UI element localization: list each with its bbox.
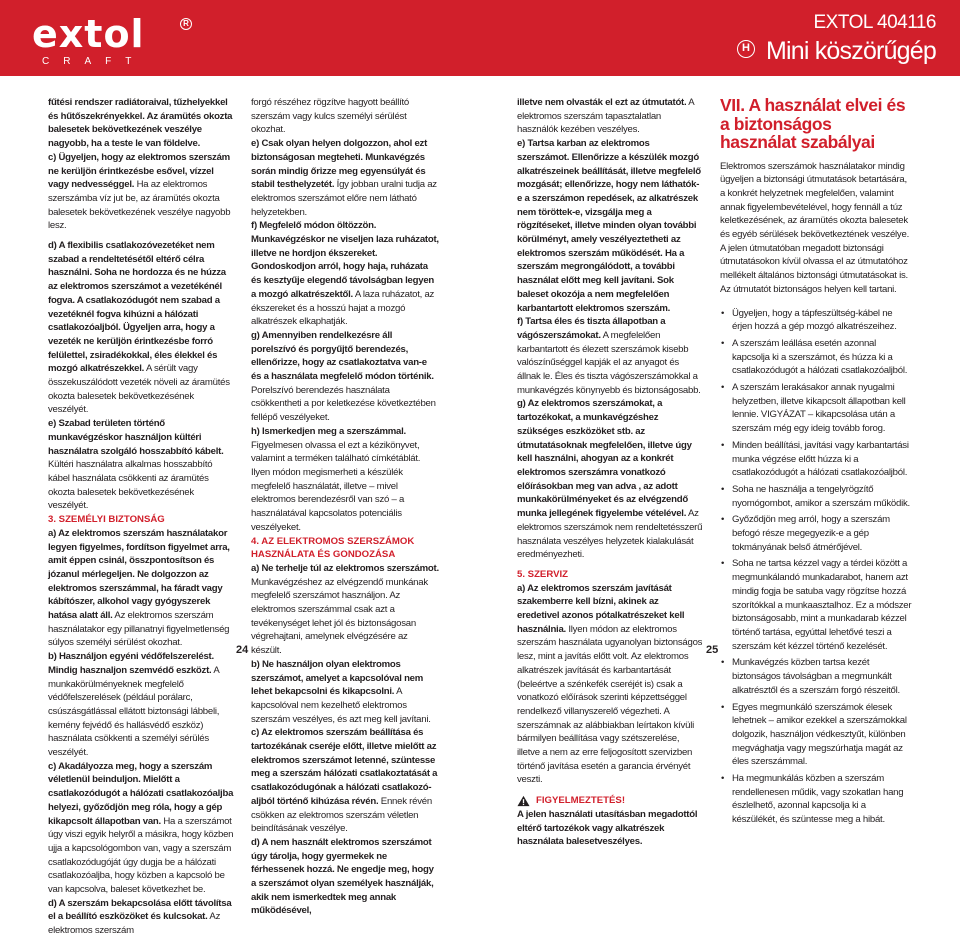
column-3 [517, 96, 703, 849]
text: a) Az elektromos szerszám javítását szakemberre kell bízni, akinek az eredetivel azonos pótalkatrészeket kell használnia. [517, 582, 685, 635]
column-4 [720, 96, 912, 830]
paragraph [251, 658, 439, 727]
text: e) Szabad területen történő munkavégzéskor használjon kültéri használatra szolgáló hosszabbító kábelt. [48, 418, 224, 457]
text: f) Megfelelő módon öltözzön. Munkavégzéskor ne viseljen laza ruházatot, illetve ne hordjon ékszereket. Gondoskodjon arról, hogy haja, ruházata és kesztyűje elegendő távolságban legyen a mozgó alkatrészektől. [251, 220, 439, 300]
text: A laza ruházatot, az ékszereket és a hosszú hajat a mozgó alkatrészek elkaphatják. [251, 288, 435, 328]
text: Ellenőrizze a készülék mozgó alkatrészeinek beállítását, illetve megfelelő mozgását; ellenőrizze, hogy nem láthatók-e a szerszámon repedések, az alkatrészek nem töröttek-e, vizsgálja meg a rögzítéseket, illetve minden olyan további körülményt, amely veszélyeztetheti az elektromos szerszám működését. Ha a szerszám megrongálódott, a további használat előtt meg kell javítani. Sok baleset okozója a nem megfelelően karbantartott elektromos szerszám. [517, 151, 701, 314]
text: f) Tartsa éles és tiszta állapotban a vágószerszámokat. [517, 316, 666, 341]
text: fűtési rendszer radiátoraival, tűzhelyekkel és hűtőszekrényekkel. Az áramütés okozta balesetek bekövetkezének veszélye nagyobb, ha a teste le van földelve. [48, 97, 233, 150]
text: Ilyen módon az elektromos szerszám használata ugyanolyan biztonságos lesz, mint a javítás előtt volt. Az elektromos alkatrészek javítását és karbantartását (beleértve a szénkefék cseréjét is) csak a vonatkozó előírások szerinti képzettséggel rendelkező villanyszerelő végezheti. A szerszámnak az alábbiakban leírtakon kívüli bármilyen beállítása vagy szétszerelése, illetve a nem az erre feljogosított szervizben történő javítása esetén a garancia érvényét veszti. [517, 623, 703, 786]
paragraph [48, 417, 234, 513]
text: Az elektromos szerszám használatakor egy pillanatnyi figyelmetlenség súlyos személyi sérülést okozhat. [48, 610, 230, 649]
list-item: • A szerszám leállása esetén azonnal kapcsolja ki a szerszámot, és húzza ki a csatlakozódugót a hálózati csatlakozóaljból. [720, 337, 912, 378]
warning-label: FIGYELMEZTETÉS! [536, 795, 626, 807]
text: c) Akadályozza meg, hogy a szerszám véletlenül beinduljon. Mielőtt a csatlakozódugót a hálózati csatlakozóaljba helyezi, győződjön meg róla, hogy a gép kikapcsolt állapotban van. [48, 760, 234, 827]
paragraph [48, 527, 234, 650]
paragraph [251, 137, 439, 219]
safety-list [720, 307, 912, 827]
text: g) Amennyiben rendelkezésre áll porelszívó és porgyűjtő berendezés, ellenőrizze, hogy az csatlakoztatva van-e és a használata megfelelő módon történik. [251, 329, 434, 383]
text: b) Használjon egyéni védőfelszerelést. Mindig hasznaljon szemvédő eszközt. [48, 651, 214, 676]
text: A megfelelően karbantartott és élezett szerszámok kisebb valószínűséggel kapják el az anyagot és állnak le. Éles és tiszta vágószerszámokkal a munkavégzés könynyebb és biztonságosabb. [517, 329, 701, 396]
list-item: • Minden beállítási, javítási vagy karbantartási munka végzése előtt húzza ki a csatlakozódugót a hálózati csatlakozóaljból. [720, 439, 912, 480]
language-badge: H [737, 40, 755, 58]
list-item: • Ha megmunkálás közben a szerszám rendellenesen műdik, vagy szokatlan hang észlelhető, azonnal kapcsolja ki a készülékét, és szüntesse meg a hibát. [720, 772, 912, 827]
text: illetve nem olvasták el ezt az útmutatót. [517, 97, 687, 108]
paragraph [517, 397, 703, 561]
list-item: • Soha ne tartsa kézzel vagy a térdei között a megmunkálandó munkadarabot, hanem azt mindig fogja be satuba vagy rögzítse hozzá szorítókkal a munkaasztalhoz. Ez a módszer biztonságosabb, mint a munkadarab kézzel történő tartása, egyúttal lehetővé teszi a szerszám két kézzel történő kezelését. [720, 557, 912, 653]
list-item: • A szerszám lerakásakor annak nyugalmi helyzetben, illetve kikapcsolt állapotban kell lennie. VIGYÁZAT – kikapcsolása után a szerszám még egy ideig tovább forog. [720, 381, 912, 436]
text: e) Tartsa karban az elektromos szerszámot. [517, 138, 650, 163]
paragraph [517, 137, 703, 315]
text: Figyelmesen olvassa el ezt a kézikönyvet, valamint a terméken található címkétáblát. Ilyen módon megismerheti a készülék megfelelő használatát, illetve – mivel elektromos berendezésről van szó – a használatával kapcsolatos potenciális veszélyeket. [251, 439, 421, 533]
text: Ennek révén csökken az elektromos szerszám véletlen beindításának veszélye. [251, 795, 432, 835]
paragraph [48, 897, 234, 938]
text: Kültéri használatra alkalmas hosszabbító kábel használata csökkenti az áramütés okozta balesetek bekövetkezésének veszélyét. [48, 459, 213, 512]
warning-heading [517, 794, 703, 808]
text: A munkakörülményeknek megfelelő védőfelszerelések (például porálarc, csúszásgátlással ellátott biztonsági lábbeli, kemény fejvédő és hallásvédő eszköz) használata csökkenti a személyi sérülés veszélyét. [48, 664, 220, 759]
paragraph [251, 329, 439, 425]
page-number-left: 24 [236, 644, 249, 656]
section-heading: 3. SZEMÉLYI BIZTONSÁG [48, 514, 165, 526]
paragraph: d) A nem használt elektromos szerszámot úgy tárolja, hogy gyermekek ne férhessenek hozzá. Ne engedje meg, hogy a szerszámot olyan személyek használják, akik nem ismerkedtek meg annak működésével, [251, 836, 434, 917]
paragraph: A jelen használati utasításban megadottól eltérő tartozékok vagy alkatrészek használata balesetveszélyes. [517, 808, 698, 848]
text: g) Az elektromos szerszámokat, a tartozékokat, a munkavégzéshez szükséges eszközöket stb. az útmutatásoknak megfelelően, illetve úgy kell használni, ahogyan az a konkrét elektromos szerszámra vonatkozó előírásokban meg van adva , az adott munkakörülményeket és az elvégzendő munka jellegének figyelembe vételével. [517, 398, 692, 520]
paragraph [517, 96, 703, 137]
paragraph [48, 151, 234, 233]
model-number: EXTOL 404116 [813, 12, 936, 33]
text: Ha a szerszámot úgy viszi egyik helyről a másikra, hogy közben ujja a kapcsológombon van, vagy a szerszám csatlakozódugóját úgy dugja be a hálózati csatlakozóaljba, hogy közben a kapcsoló be van kapcsolva, baleset következhet be. [48, 815, 234, 896]
paragraph [48, 96, 234, 151]
text: a) Ne terhelje túl az elektromos szerszámot. [251, 562, 439, 574]
text: e) Csak olyan helyen dolgozzon, ahol ezt biztonságosan megteheti. Munkavégzés során mindig őrizze meg egyensúlyát és stabil testhelyzetét. [251, 138, 428, 191]
text: Az elektromos szerszám [48, 911, 221, 937]
chapter-title: VII. A használat elvei és a biztonságos használat szabályai [720, 95, 906, 152]
paragraph [251, 562, 439, 658]
text: A sérült vagy összekuszálódott vezeték növeli az áramütés okozta balesetek bekövetkezésének veszélyét. [48, 363, 230, 416]
warning-triangle-icon [517, 795, 530, 807]
header-bar [0, 0, 960, 76]
list-item: • Munkavégzés közben tartsa kezét biztonságos távolságban a megmunkált alkatrésztől és a szerszám forgó részeitől. [720, 656, 912, 697]
registered-mark-icon: R [180, 18, 192, 30]
text: A elektromos szerszám tapasztalatlan használók kezében veszélyes. [517, 97, 694, 136]
text: a) Az elektromos szerszám használatakor legyen figyelmes, fordítson figyelmet arra, amit éppen csinál, összpontosítson és józanul mérlegeljen. Ne dolgozzon az elektromos szerszámmal, ha fáradt vagy kábítószer, alkohol vagy gyógyszerek hatása alatt áll. [48, 527, 230, 622]
text: Porelszívó berendezés használata csökkentheti a por keletkezése következtében fellépő veszélyeket. [251, 384, 436, 424]
brand-sub: CRAFT [42, 56, 146, 67]
paragraph [517, 582, 703, 788]
page-number-right: 25 [706, 644, 719, 656]
text: d) A flexibilis csatlakozóvezetéket nem szabad a rendeltetésétől eltérő célra használni. Soha ne hordozza és ne húzza az elektromos szerszámot a vezetékénél fogva. A csatlakozódugót nem szabad a vezetéknél fogva kihúzni a hálózati csatlakozóaljból. Ügyeljen arra, hogy a vezeték ne kerüljön érintkezésbe forró felülettel, zsiradékokkal, éles élekkel és mozgó alkatrészekkel. [48, 240, 226, 375]
paragraph [251, 425, 439, 535]
product-title: Mini köszörűgép [765, 37, 936, 65]
text: Ha az elektromos szerszámba víz jut be, az áramütés okozta balesetek bekövetkezének veszélye nagyobb lesz. [48, 179, 231, 232]
paragraph [517, 315, 703, 397]
paragraph [48, 650, 234, 760]
paragraph [251, 219, 439, 329]
text: 4. AZ ELEKTROMOS SZERSZÁMOK [251, 535, 415, 547]
text: h) Ismerkedjen meg a szerszámmal. [251, 425, 406, 437]
column-1 [48, 96, 234, 938]
text: Így jobban uralni tudja az elektromos szerszámot előre nem látható helyzetekben. [251, 179, 437, 218]
paragraph [251, 726, 439, 836]
list-item: • Egyes megmunkáló szerszámok élesek lehetnek – amikor ezekkel a szerszámokkal dolgozik, használjon védkesztyűt, különben megvághatja vagy megszúrhatja magát az éles szerszámmal. [720, 701, 912, 770]
extol-logo [32, 14, 192, 70]
brand-name: extol [32, 12, 145, 56]
text: c) Ügyeljen, hogy az elektromos szerszám ne kerüljön érintkezésbe esővel, vízzel vagy nedvességgel. [48, 151, 230, 191]
text: c) Az elektromos szerszám beállítása és tartozékának cseréje előtt, illetve mielőtt az elektromos szerszámot letenné, szüntesse meg a szerszám hálózati csatlakoztatását a csatlakozódugónak a hálózati csatlakozóaljból történő kihúzása révén. [251, 727, 438, 807]
list-item: • Ügyeljen, hogy a tápfeszültség-kábel ne érjen hozzá a gép mozgó alkatrészeihez. [720, 307, 912, 334]
text: A kapcsolóval nem kezelhető elektromos szerszám veszélyes, és azt meg kell javítani. [251, 686, 431, 725]
section-heading: 5. SZERVIZ [517, 568, 569, 580]
list-item: • Soha ne használja a tengelyrögzítő nyomógombot, amikor a szerszám működik. [720, 483, 912, 510]
paragraph: forgó részéhez rögzítve hagyott beállító szerszám vagy kulcs személyi sérülést okozhat. [251, 97, 409, 136]
column-2 [251, 96, 439, 918]
section-heading [251, 535, 439, 562]
text: d) A szerszám bekapcsolása előtt távolítsa el a beállító eszközöket és kulcsokat. [48, 897, 232, 923]
text: Az elektromos szerszámok nem rendeltetésszerű használata veszélyes helyzetek kialakulását eredményezheti. [517, 508, 703, 561]
text: b) Ne használjon olyan elektromos szerszámot, amelyet a kapcsolóval nem lehet bekapcsolni és kikapcsolni. [251, 658, 424, 698]
text: Munkavégzéshez az elvégzendő munkának megfelelő szerszámot használjon. Az elektromos szerszámmal csak azt a tevékenységet lehet jól és biztonságosan végrehajtani, amelynek elvégzésére az készült. [251, 576, 428, 657]
list-item: • Győződjön meg arról, hogy a szerszám befogó része megegyezik-e a gép tokmányának belső átmérőjével. [720, 513, 912, 554]
text: HASZNÁLATA ÉS GONDOZÁSA [251, 549, 396, 561]
paragraph [48, 760, 234, 897]
paragraph [48, 239, 234, 417]
intro-paragraph: Elektromos szerszámok használatakor mindig ügyeljen a biztonsági útmutatások betartására, a konkrét helyzetnek megfelelően, valamint annak figyelembevételével, hogy fennáll a túz keletkezésének, az áramütés okozta balesetek és egyéb sérülések bekövetkeztének veszélye. A jelen útmutatóban megadott biztonsági útmutatásokon kívül olvassa el az útmutatóhoz mellékelt általános biztonsági útmutatásokat is. Az útmutatót biztonságos helyen kell tartani. [720, 160, 909, 295]
